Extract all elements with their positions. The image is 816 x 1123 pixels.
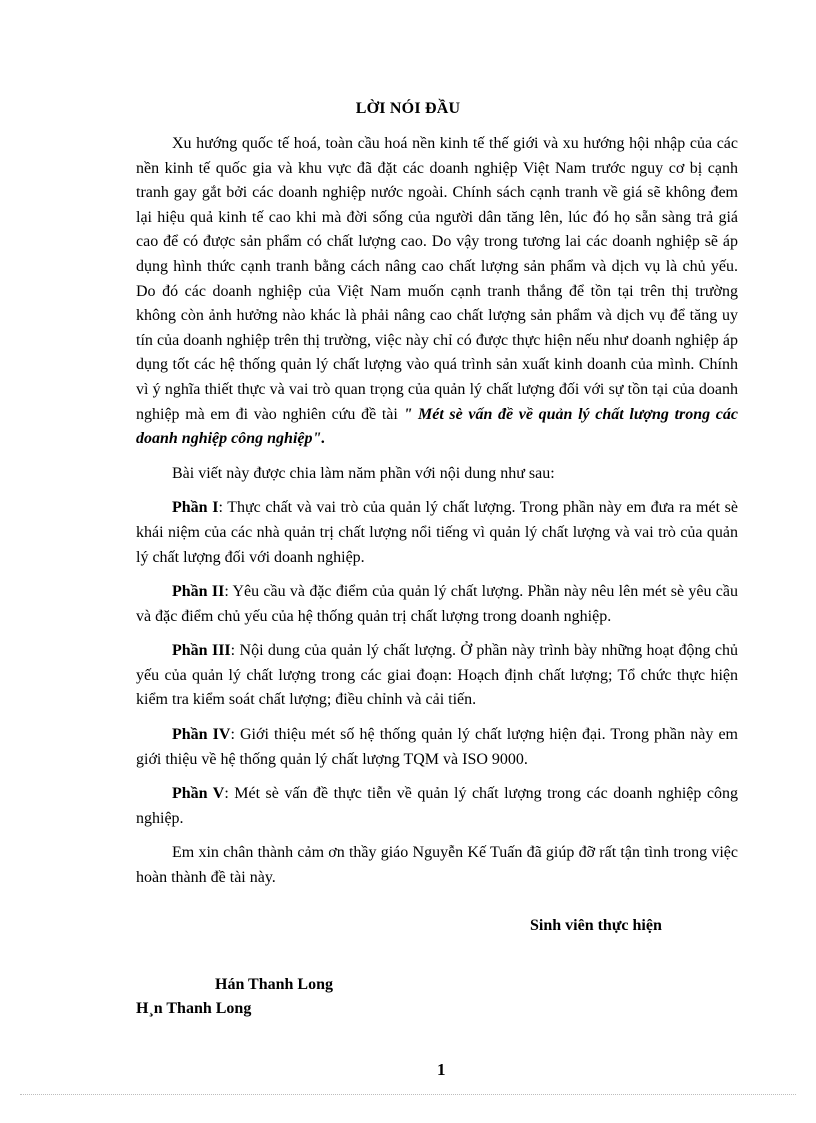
part-3-paragraph <box>136 639 738 713</box>
part-3-text: : Nội dung của quản lý chất lượng. Ở phần này trình bày những hoạt động chủ yếu của quản lý chất lượng trong các giai đoạn: Hoạch định chất lượng; Tổ chức thực hiện kiểm tra kiểm soát chất lượng; điều chỉnh và cải tiến. <box>136 642 739 709</box>
signature-role: Sinh viên thực hiện <box>530 917 662 934</box>
part-5-paragraph <box>136 782 738 831</box>
part-1-label: Phần I <box>172 499 219 517</box>
topic-title: " Mét sè vấn đề về quản lý chất lượng trong các doanh nghiệp công nghiệp". <box>136 405 738 448</box>
signature-name-garbled: H¸n Thanh Long <box>136 1000 252 1017</box>
part-2-paragraph <box>136 580 738 629</box>
page-number: 1 <box>437 1060 446 1079</box>
signature-name: Hán Thanh Long <box>215 976 333 993</box>
document-title: LỜI NÓI ĐẦU <box>355 100 461 117</box>
thanks-paragraph: Em xin chân thành cảm ơn thầy giáo Nguyễn Kế Tuấn đã giúp đỡ rất tận tình trong việc hoàn thành đề tài này. <box>136 844 738 887</box>
intro-paragraph <box>136 132 738 452</box>
part-5-label: Phần V <box>172 785 225 803</box>
part-4-paragraph <box>136 723 738 772</box>
part-1-paragraph <box>136 496 738 570</box>
part-3-label: Phần III <box>172 642 231 660</box>
intro-text: Xu hướng quốc tế hoá, toàn cầu hoá nền kinh tế thế giới và xu hướng hội nhập của các nền kinh tế quốc gia và khu vực đã đặt các doanh nghiệp Việt Nam trước nguy cơ bị cạnh tranh gay gắt bởi các doanh nghiệp nước ngoài. Chính sách cạnh tranh về giá sẽ không đem lại hiệu quả kinh tế cao khi mà đời sống của người dân tăng lên, lúc đó họ sẵn sàng trả giá cao để có được sản phẩm có chất lượng cao. Do vậy trong tương lai các doanh nghiệp sẽ áp dụng hình thức cạnh tranh bằng cách nâng cao chất lượng sản phẩm và dịch vụ là chủ yếu. Do đó các doanh nghiệp của Việt Nam muốn cạnh tranh thắng để tồn tại trên thị trường không còn ảnh hưởng nào khác là phải nâng cao chất lượng sản phẩm và dịch vụ để tăng uy tín của doanh nghiệp trên thị trường, việc này chỉ có được thực hiện nếu như doanh nghiệp áp dụng tốt các hệ thống quản lý chất lượng vào quá trình sản xuất kinh doanh của mình. Chính vì ý nghĩa thiết thực và vai trò quan trọng của quản lý chất lượng đối với sự tồn tại của doanh nghiệp mà em đi vào nghiên cứu đề tài <box>136 135 738 423</box>
part-2-label: Phần II <box>172 583 225 601</box>
part-2-text: : Yêu cầu và đặc điểm của quản lý chất lượng. Phần này nêu lên mét sè yêu cầu và đặc điểm chủ yếu của hệ thống quản trị chất lượng trong doanh nghiệp. <box>136 583 739 625</box>
part-5-text: : Mét sè vấn đề thực tiễn về quản lý chất lượng trong các doanh nghiệp công nghiệp. <box>136 785 738 827</box>
part-1-text: : Thực chất và vai trò của quản lý chất lượng. Trong phần này em đưa ra mét sè khái niệm của các nhà quản trị chất lượng nổi tiếng vì quản lý chất lượng và vai trò của quản lý chất lượng đối với doanh nghiệp. <box>136 499 739 566</box>
part-4-label: Phần IV <box>172 726 231 744</box>
document-body <box>136 132 738 891</box>
outline-intro: Bài viết này được chia làm năm phần với nội dung như sau: <box>172 464 555 482</box>
footer-divider <box>20 1094 796 1095</box>
part-4-text: : Giới thiệu mét số hệ thống quản lý chất lượng hiện đại. Trong phần này em giới thiệu về hệ thống quản lý chất lượng TQM và ISO 9000. <box>136 726 738 768</box>
